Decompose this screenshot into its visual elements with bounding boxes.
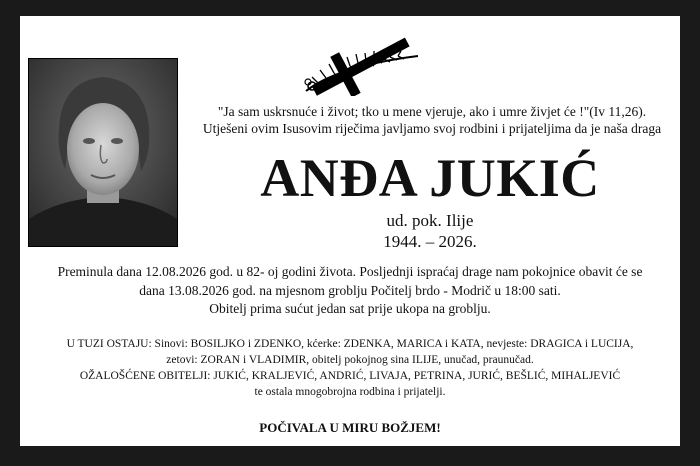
survivors-line: U TUZI OSTAJU: Sinovi: BOSILJKO i ZDENKO, kćerke: ZDENKA, MARICA i KATA, nevjeste: DRAGICA i LUCIJA,	[66, 338, 634, 350]
widow-note: ud. pok. Ilije	[386, 211, 474, 230]
quote-line: "Ja sam uskrsnuće i život; tko u mene vjeruje, ako i umre živjet će !"(Iv 11,26).	[217, 104, 647, 119]
survivors-list	[20, 336, 680, 400]
funeral-date-line: dana 13.08.2026 god. na mjesnom groblju Počitelj brdo - Modrič u 18:00 sati.	[139, 282, 561, 298]
funeral-details	[20, 263, 680, 319]
cross-with-palm-branch-icon	[298, 36, 423, 96]
relatives-line: te ostala mnogobrojna rodbina i prijatelji.	[254, 386, 446, 398]
obituary-card	[20, 16, 680, 446]
portrait-photo	[28, 58, 178, 247]
families-line: OŽALOŠĆENE OBITELJI: JUKIĆ, KRALJEVIĆ, ANDRIĆ, LIVAJA, PETRINA, JURIĆ, BEŠLIĆ, MIHALJEVIĆ	[79, 370, 621, 382]
survivors-line: zetovi: ZORAN i VLADIMIR, obitelj pokojnog sina ILIJE, unučad, praunučad.	[166, 354, 534, 366]
death-date-line: Preminula dana 12.08.2026 god. u 82- oj godini života. Posljednji ispraćaj drage nam pokojnice obavit će se	[57, 264, 643, 279]
condolence-line: Obitelj prima sućut jedan sat prije ukopa na groblju.	[209, 301, 491, 316]
closing-blessing: POČIVALA U MIRU BOŽJEM!	[259, 420, 441, 435]
scripture-quote	[192, 103, 672, 137]
deceased-name: ANĐA JUKIĆ	[260, 148, 600, 208]
announcement-line: Utješeni ovim Isusovim riječima javljamo svoj rodbini i prijateljima da je naša draga	[202, 121, 662, 136]
life-years: 1944. – 2026.	[383, 232, 477, 251]
